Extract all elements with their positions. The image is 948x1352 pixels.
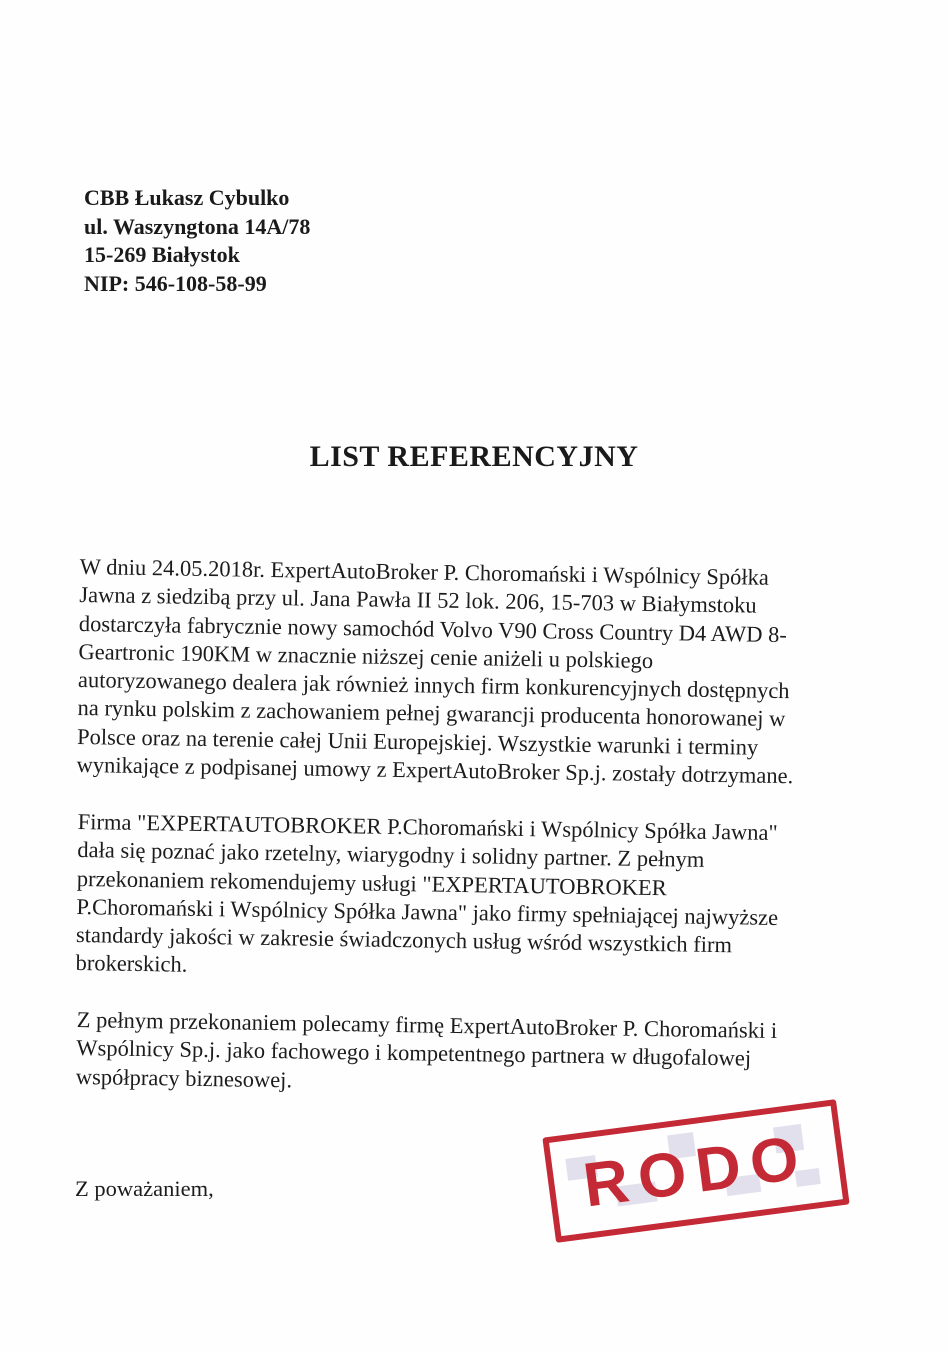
paragraph-line: Jawna z siedzibą przy ul. Jana Pawła II 52 lok. 206, 15-703 w Białymstoku — [79, 582, 757, 618]
closing-salutation: Z poważaniem, — [75, 1176, 214, 1201]
paragraph-line: współpracy biznesowej. — [75, 1063, 293, 1092]
paragraph-line: przekonaniem rekomendujemy usługi "EXPERTAUTOBROKER — [76, 865, 667, 900]
paragraph-2 — [75, 808, 779, 989]
sender-street: ul. Waszyngtona 14A/78 — [84, 213, 311, 239]
paragraph-line: brokerskich. — [75, 950, 188, 978]
sender-address-block — [84, 184, 310, 298]
letter-title: LIST REFERENCYJNY — [309, 440, 639, 473]
paragraph-line: autoryzowanego dealera jak również innych firm konkurencyjnych dostępnych — [77, 667, 790, 704]
paragraph-line: Firma "EXPERTAUTOBROKER P.Choromański i Wspólnicy Spółka Jawna" — [77, 808, 778, 845]
paragraph-line: W dniu 24.05.2018r. ExpertAutoBroker P. Choromański i Wspólnicy Spółka — [79, 553, 770, 590]
paragraph-line: Geartronic 190KM w znacznie niższej cenie aniżeli u polskiego — [78, 638, 654, 673]
paragraph-line: dostarczyła fabrycznie nowy samochód Volvo V90 Cross Country D4 AWD 8- — [78, 610, 788, 647]
stamp-text: RODO — [579, 1122, 813, 1220]
paragraph-line: dała się poznać jako rzetelny, wiarygodny i solidny partner. Z pełnym — [77, 837, 705, 873]
paragraph-3 — [76, 1006, 778, 1102]
paragraph-line: P.Choromański i Wspólnicy Spółka Jawna" jako firmy spełniającej najwyższe — [76, 893, 779, 930]
paragraph-1 — [76, 553, 796, 791]
paragraph-line: Z pełnym przekonaniem polecamy firmę ExpertAutoBroker P. Choromański i — [76, 1006, 778, 1043]
paragraph-line: Wspólnicy Sp.j. jako fachowego i kompetentnego partnera w długofalowej — [76, 1035, 752, 1071]
sender-nip: NIP: 546-108-58-99 — [84, 270, 267, 296]
sender-city: 15-269 Białystok — [84, 242, 240, 267]
paragraph-line: Polsce oraz na terenie całej Unii Europejskiej. Wszystkie warunki i terminy — [76, 723, 759, 760]
paragraph-line: na rynku polskim z zachowaniem pełnej gwarancji producenta honorowanej w — [77, 695, 786, 732]
sender-name: CBB Łukasz Cybulko — [84, 185, 290, 210]
rodo-stamp — [542, 1099, 849, 1243]
paragraph-line: standardy jakości w zakresie świadczonych usług wśród wszystkich firm — [75, 922, 733, 958]
paragraph-line: wynikające z podpisanej umowy z ExpertAutoBroker Sp.j. zostały dotrzymane. — [76, 752, 794, 789]
